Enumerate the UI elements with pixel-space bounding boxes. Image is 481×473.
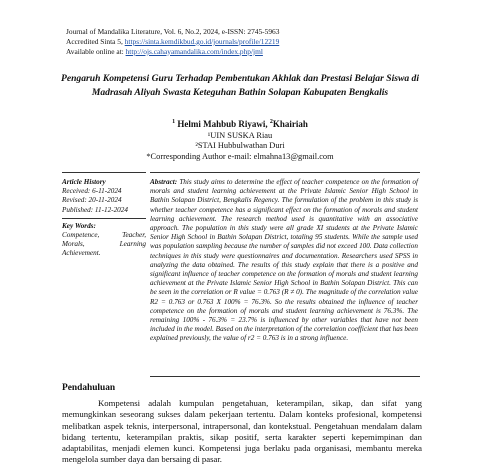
article-title: Pengaruh Kompetensi Guru Terhadap Pembentukan Akhlak dan Prestasi Belajar Siswa di Madrasah Aliyah Swasta Keteguhan Bathin Solapan Kabupaten Bengkalis <box>60 73 420 98</box>
abstract-bottom-rule <box>150 376 420 377</box>
abstract-label: Abstract: <box>150 178 178 186</box>
journal-header <box>66 27 279 56</box>
published-date: Published: 11-12-2024 <box>62 205 128 214</box>
author-block <box>60 117 420 162</box>
keywords-heading: Key Words: <box>62 221 96 230</box>
accreditation-label: Accredited Sinta 5, <box>66 36 125 46</box>
author-names <box>60 117 420 130</box>
received-date: Received: 6-11-2024 <box>62 187 122 196</box>
author1-superscript: 1 <box>172 119 176 125</box>
journal-info-line: Journal of Mandalika Literature, Vol. 6, No.2, 2024, e-ISSN: 2745-5963 <box>66 27 280 36</box>
abstract-text: This study aims to determine the effect of teacher competence on the formation of morals and student learning achievement at the Private Islamic Senior High School in Bathin Solapan District, Bengkalis Regency. The formulation of the problem in this study is whether teacher competence has a significant effect on the formation of morals and student learning achievement. The research method used is quantitative with an associative approach. The population in this study were all grade XI students at the Private Islamic Senior High School in Bathin Solapan District, totaling 95 students. While the sample used was population sampling because the number of samples did not exceed 100. Data collection techniques in this study were questionnaires and documentation. Researchers used SPSS in analyzing the data obtained. The results of this study explain that there is a positive and significant influence of teacher competence on the formation of morals and student learning achievement at the Private Islamic Senior High School in Bathin Solapan District. This can be seen in the correlation or R value = 0.763 (R ≠ 0). The magnitude of the correlation value R2 = 0.763 or 0.763 X 100% = 76.3%. So the results obtained the influence of teacher competence on the formation of morals and student learning achievement is 76.3%. The remaining 100% - 76.3% = 23.7% is influenced by other variables that have not been included in the model. Based on the interpretation of the correlation coefficient that has been explained previously, the value of r2 = 0.763 is in a strong influence. <box>150 178 418 343</box>
sinta-profile-link[interactable]: https://sinta.kemdikbud.go.id/journals/profile/12219 <box>124 36 280 46</box>
affiliation-1: ¹UIN SUSKA Riau <box>207 130 273 140</box>
corresponding-author: *Corresponding Author e-mail: elmahna13@gmail.com <box>146 151 334 161</box>
section-heading: Pendahuluan <box>62 383 116 393</box>
journal-website-link[interactable]: http://ojs.cahayamandalika.com/index.php/jml <box>125 46 263 56</box>
author2-superscript: 2 <box>269 119 273 125</box>
affiliation-2: ²STAI Hubbulwathan Duri <box>195 141 285 151</box>
author1-name: Helmi Mahbub Riyawi, <box>177 119 268 129</box>
left-column-top-rule <box>62 172 146 173</box>
online-availability-line <box>66 47 279 57</box>
revised-date: Revised: 20-11-2024 <box>62 196 122 205</box>
keywords-text: Competence, Teacher, Morals, Learning Achievement. <box>62 231 146 258</box>
accreditation-line <box>66 37 279 47</box>
online-label: Available online at: <box>66 46 126 56</box>
meta-divider <box>62 218 146 219</box>
article-meta-column <box>62 178 146 259</box>
article-history-heading: Article History <box>62 178 106 186</box>
abstract-block <box>150 178 418 344</box>
abstract-top-rule <box>150 172 420 173</box>
author2-name: Khairiah <box>272 119 308 129</box>
intro-paragraph: Kompetensi adalah kumpulan pengetahuan, keterampilan, sikap, dan sifat yang memungkinkan seseorang sukses dalam pekerjaan tertentu. Dalam konteks profesional, kompetensi melibatkan aspek teknis, interpersonal, intrapersonal, dan kontekstual. Pengetahuan mendalam dalam bidang tertentu, keterampilan praktis, sikap positif, serta karakter seperti kepemimpinan dan adaptabilitas, menjadi elemen kunci. Kompetensi juga berlaku pada organisasi, membantu mereka mengelola sumber daya dan bersaing di pasar. <box>62 398 422 465</box>
